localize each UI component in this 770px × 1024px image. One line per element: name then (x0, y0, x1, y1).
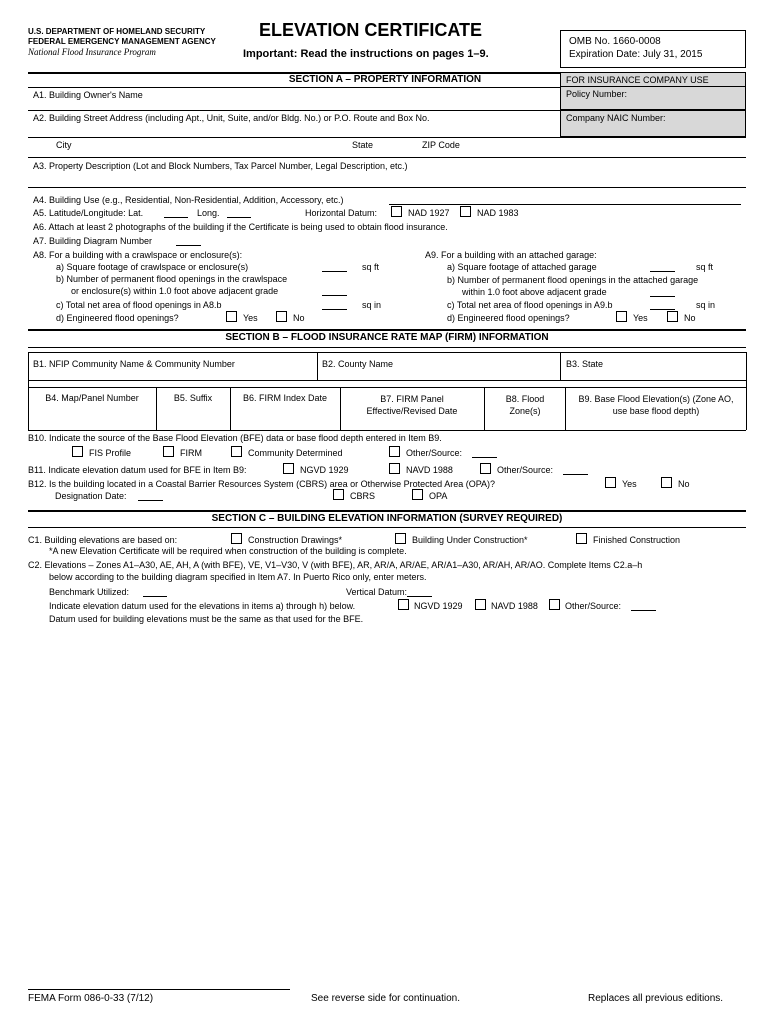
a8d-yes-checkbox[interactable] (226, 311, 237, 322)
naic-box (560, 110, 746, 137)
b11-navd-checkbox[interactable] (389, 463, 400, 474)
a4-building-use-field[interactable] (389, 204, 741, 205)
c2-benchmark-field[interactable] (143, 596, 167, 597)
a9d-yes-checkbox[interactable] (616, 311, 627, 322)
b8-flood-zone-label: B8. Flood Zone(s) (505, 394, 545, 416)
b10-firm-checkbox[interactable] (163, 446, 174, 457)
zip-label: ZIP Code (422, 140, 460, 150)
c2-datum-note: Datum used for building elevations must be the same as that used for the BFE. (49, 614, 364, 624)
c2-ngvd-label: NGVD 1929 (414, 601, 463, 611)
form-id: FEMA Form 086-0-33 (7/12) (28, 993, 154, 1004)
a8a-label: a) Square footage of crawlspace or enclosure(s) (56, 262, 249, 272)
c2-other-label: Other/Source: (565, 601, 622, 611)
c1-construction-drawings-checkbox[interactable] (231, 533, 242, 544)
a-row-rule-1 (28, 87, 560, 88)
a5-horizontal-datum-label: Horizontal Datum: (305, 208, 378, 218)
c2-elevations-line1: C2. Elevations – Zones A1–A30, AE, AH, A (with BFE), VE, V1–V30, V (with BFE), AR, AR/A, AR/AE, AR/A1–A30, AR/AH, AR/AO. Complete Items C2.a–h (28, 560, 643, 570)
a9a-label: a) Square footage of attached garage (447, 262, 597, 272)
a5-latitude-field[interactable] (164, 217, 188, 218)
b10-fis-profile-checkbox[interactable] (72, 446, 83, 457)
a9a-unit: sq ft (696, 262, 714, 272)
policy-number-box (560, 72, 746, 110)
c1-under-construction-checkbox[interactable] (395, 533, 406, 544)
c2-other-checkbox[interactable] (549, 599, 560, 610)
footer-rule (28, 989, 290, 990)
b9-bfe-label: B9. Base Flood Elevation(s) (Zone AO, use base flood depth) (578, 394, 734, 416)
omb-number: OMB No. 1660-0008 (569, 36, 661, 47)
section-a-title: SECTION A – PROPERTY INFORMATION (288, 74, 482, 85)
b12-opa-label: OPA (429, 491, 448, 501)
b12-opa-checkbox[interactable] (412, 489, 423, 500)
a2-street-address-label: A2. Building Street Address (including Apt., Unit, Suite, and/or Bldg. No.) or P.O. Route and Box No. (33, 113, 430, 123)
a9a-field[interactable] (650, 271, 675, 272)
a8-crawlspace-label: A8. For a building with a crawlspace or enclosure(s): (33, 250, 243, 260)
a-row-rule-3 (28, 137, 746, 138)
b11-other-field[interactable] (563, 474, 588, 475)
b-table-top (28, 347, 746, 348)
insurance-use-label: FOR INSURANCE COMPANY USE (566, 75, 709, 85)
dept-line-1: U.S. DEPARTMENT OF HOMELAND SECURITY (28, 27, 206, 36)
insurance-use-rule (561, 86, 745, 87)
b1-community-label: B1. NFIP Community Name & Community Number (33, 359, 235, 369)
b-table-right (746, 352, 747, 430)
b10-other-field[interactable] (472, 457, 497, 458)
a9b-label-line1: b) Number of permanent flood openings in the attached garage (447, 275, 699, 285)
a8c-label: c) Total net area of flood openings in A8.b (56, 300, 222, 310)
a8d-label: d) Engineered flood openings? (56, 313, 179, 323)
important-note: Important: Read the instructions on pages 1–9. (243, 48, 489, 60)
b-row2-top (28, 387, 746, 388)
a9c-field[interactable] (650, 309, 675, 310)
b12-yes-label: Yes (622, 479, 637, 489)
b-row1-top (28, 352, 746, 353)
b11-ngvd-checkbox[interactable] (283, 463, 294, 474)
a7-diagram-number-field[interactable] (176, 245, 201, 246)
b-row2-bottom (28, 430, 746, 431)
b3-state-label: B3. State (566, 359, 604, 369)
continuation-note: See reverse side for continuation. (311, 993, 460, 1004)
b-row2-div4 (484, 387, 485, 430)
b12-designation-date-label: Designation Date: (55, 491, 127, 501)
a9-garage-label: A9. For a building with an attached garage: (425, 250, 597, 260)
nad1983-label: NAD 1983 (477, 208, 519, 218)
b10-other-label: Other/Source: (406, 448, 463, 458)
a9d-label: d) Engineered flood openings? (447, 313, 570, 323)
c1-under-construction-label: Building Under Construction* (412, 535, 528, 545)
a9c-label: c) Total net area of flood openings in A9.b (447, 300, 613, 310)
a-row-rule-5 (28, 187, 746, 188)
c1-construction-drawings-label: Construction Drawings* (248, 535, 343, 545)
c1-finished-checkbox[interactable] (576, 533, 587, 544)
a9d-yes-label: Yes (633, 313, 648, 323)
b12-no-label: No (678, 479, 690, 489)
omb-box (560, 30, 746, 68)
b6-firm-index-date-label: B6. FIRM Index Date (242, 393, 328, 403)
a6-photographs-label: A6. Attach at least 2 photographs of the building if the Certificate is being used to obtain flood insurance. (33, 222, 448, 232)
a8c-unit: sq in (362, 300, 382, 310)
c2-other-field[interactable] (631, 610, 656, 611)
replaces-note: Replaces all previous editions. (588, 993, 724, 1004)
section-b-title: SECTION B – FLOOD INSURANCE RATE MAP (FIRM) INFORMATION (225, 332, 549, 343)
b5-suffix-label: B5. Suffix (173, 393, 213, 403)
a9d-no-checkbox[interactable] (667, 311, 678, 322)
b-row1-div2 (560, 352, 561, 380)
b12-cbrs-label: CBRS (350, 491, 376, 501)
a8b-field[interactable] (322, 295, 347, 296)
b10-community-label: Community Determined (248, 448, 343, 458)
expiration-date: Expiration Date: July 31, 2015 (569, 49, 703, 60)
b7-panel-date-label: B7. FIRM Panel Effective/Revised Date (366, 394, 458, 416)
b10-bfe-source-label: B10. Indicate the source of the Base Flood Elevation (BFE) data or base flood depth entered in Item B9. (28, 433, 442, 443)
a8a-field[interactable] (322, 271, 347, 272)
a-row-rule-4 (28, 157, 746, 158)
b12-no-checkbox[interactable] (661, 477, 672, 488)
company-naic-label: Company NAIC Number: (566, 113, 666, 123)
b-row2-div5 (565, 387, 566, 430)
a1-owner-name-label: A1. Building Owner's Name (33, 90, 143, 100)
b12-cbrs-checkbox[interactable] (333, 489, 344, 500)
b11-other-label: Other/Source: (497, 465, 554, 475)
nad1927-label: NAD 1927 (408, 208, 450, 218)
b-row2-div3 (340, 387, 341, 430)
c2-vertical-datum-field[interactable] (407, 596, 432, 597)
a8c-field[interactable] (322, 309, 347, 310)
b-table-left (28, 352, 29, 430)
nad1927-checkbox[interactable] (391, 206, 402, 217)
b-row1-div1 (317, 352, 318, 380)
b12-yes-checkbox[interactable] (605, 477, 616, 488)
b11-ngvd-label: NGVD 1929 (300, 465, 349, 475)
a7-diagram-number-label: A7. Building Diagram Number (33, 236, 153, 246)
section-c-title: SECTION C – BUILDING ELEVATION INFORMATION (SURVEY REQUIRED) (211, 513, 563, 524)
city-label: City (56, 140, 72, 150)
dept-line-2: FEDERAL EMERGENCY MANAGEMENT AGENCY (28, 37, 216, 46)
b12-designation-date-field[interactable] (138, 500, 163, 501)
c1-finished-label: Finished Construction (593, 535, 681, 545)
b11-datum-label: B11. Indicate elevation datum used for BFE in Item B9: (28, 465, 247, 475)
a5-latitude-label: A5. Latitude/Longitude: Lat. (33, 208, 144, 218)
a9b-field[interactable] (650, 296, 675, 297)
a8a-unit: sq ft (362, 262, 380, 272)
program-name: National Flood Insurance Program (28, 47, 156, 57)
a8b-label-line1: b) Number of permanent flood openings in the crawlspace (56, 274, 288, 284)
c2-vertical-datum-label: Vertical Datum: (346, 587, 408, 597)
b10-community-checkbox[interactable] (231, 446, 242, 457)
a8d-no-label: No (293, 313, 305, 323)
a9d-no-label: No (684, 313, 696, 323)
c2-navd-label: NAVD 1988 (491, 601, 538, 611)
b2-county-label: B2. County Name (322, 359, 394, 369)
b4-map-panel-label: B4. Map/Panel Number (45, 393, 139, 403)
c2-ngvd-checkbox[interactable] (398, 599, 409, 610)
form-title: ELEVATION CERTIFICATE (259, 20, 482, 40)
state-label: State (352, 140, 374, 150)
c2-elevations-line2: below according to the building diagram specified in Item A7. In Puerto Rico only, enter meters. (49, 572, 427, 582)
policy-number-label: Policy Number: (566, 89, 628, 99)
a3-property-description-label: A3. Property Description (Lot and Block Numbers, Tax Parcel Number, Legal Description, etc.) (33, 161, 408, 171)
b-row1-bottom (28, 380, 746, 381)
c2-benchmark-label: Benchmark Utilized: (49, 587, 130, 597)
c1-note: *A new Elevation Certificate will be required when construction of the building is complete. (49, 546, 407, 556)
c2-indicate-datum-label: Indicate elevation datum used for the elevations in items a) through h) below. (49, 601, 356, 611)
b10-fis-profile-label: FIS Profile (89, 448, 132, 458)
a9b-label-line2: within 1.0 foot above adjacent grade (462, 287, 607, 297)
b12-cbrs-question: B12. Is the building located in a Coastal Barrier Resources System (CBRS) area or Otherwise Protected Area (OPA)? (28, 479, 496, 489)
section-c-top-rule (28, 510, 746, 512)
a9c-unit: sq in (696, 300, 716, 310)
b10-other-checkbox[interactable] (389, 446, 400, 457)
b11-other-checkbox[interactable] (480, 463, 491, 474)
a5-longitude-field[interactable] (227, 217, 251, 218)
b10-firm-label: FIRM (180, 448, 202, 458)
a8d-no-checkbox[interactable] (276, 311, 287, 322)
a8b-label-line2: or enclosure(s) within 1.0 foot above adjacent grade (71, 286, 279, 296)
a-row-rule-2 (28, 110, 560, 111)
section-b-top-rule (28, 329, 746, 331)
a4-building-use-label: A4. Building Use (e.g., Residential, Non-Residential, Addition, Accessory, etc.) (33, 195, 344, 205)
b11-navd-label: NAVD 1988 (406, 465, 453, 475)
c1-elevations-based-label: C1. Building elevations are based on: (28, 535, 178, 545)
a5-longitude-label: Long. (197, 208, 220, 218)
section-c-title-rule (28, 527, 746, 528)
a8d-yes-label: Yes (243, 313, 258, 323)
nad1983-checkbox[interactable] (460, 206, 471, 217)
c2-navd-checkbox[interactable] (475, 599, 486, 610)
